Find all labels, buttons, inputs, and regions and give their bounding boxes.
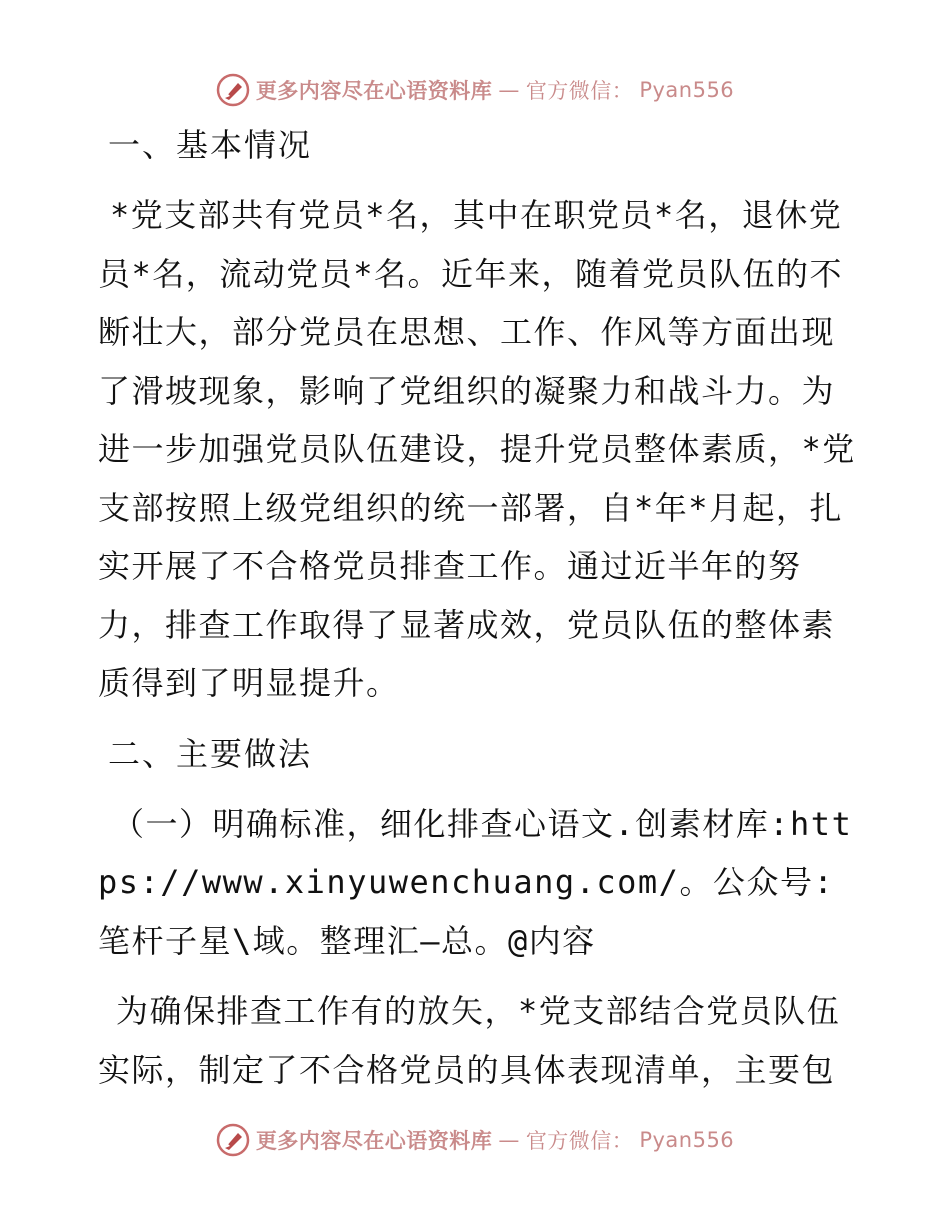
watermark-official-label: 官方微信： <box>525 79 634 103</box>
paragraph-clear-standards: 为确保排查工作有的放矢，*党支部结合党员队伍实际，制定了不合格党员的具体表现清单，主要包 <box>98 992 841 1089</box>
document-body <box>98 116 858 1111</box>
pen-logo-icon <box>216 73 250 107</box>
watermark-banner-bottom <box>0 1122 950 1158</box>
section-heading-main-practices: 二、主要做法 <box>108 734 313 773</box>
watermark-brand: 更多内容尽在心语资料库 <box>255 1129 493 1153</box>
paragraph-subsection-one: （一）明确标准，细化排查心语文.创素材库:https://www.xinyuwenchuang.com/。公众号: 笔杆子星\域。整理汇—总。@内容 <box>98 804 853 960</box>
watermark-banner-top <box>0 72 950 108</box>
watermark-separator: — <box>498 78 520 102</box>
watermark-official-label: 官方微信： <box>525 1129 634 1153</box>
watermark-wechat-id: Pyan556 <box>639 1128 735 1152</box>
pen-logo-icon <box>216 1123 250 1157</box>
watermark-wechat-id: Pyan556 <box>639 78 735 102</box>
watermark-separator: — <box>498 1128 520 1152</box>
watermark-brand: 更多内容尽在心语资料库 <box>255 79 493 103</box>
section-heading-basic-info: 一、基本情况 <box>108 126 313 164</box>
paragraph-basic-info: *党支部共有党员*名，其中在职党员*名，退休党员*名，流动党员*名。近年来，随着党员队伍的不断壮大，部分党员在思想、工作、作风等方面出现了滑坡现象，影响了党组织的凝聚力和战斗力。为进一步加强党员队伍建设，提升党员整体素质，*党支部按照上级党组织的统一部署，自*年*月起，扎实开展了不合格党员排查工作。通过近半年的努力，排查工作取得了显著成效，党员队伍的整体素质得到了明显提升。 <box>98 196 856 702</box>
